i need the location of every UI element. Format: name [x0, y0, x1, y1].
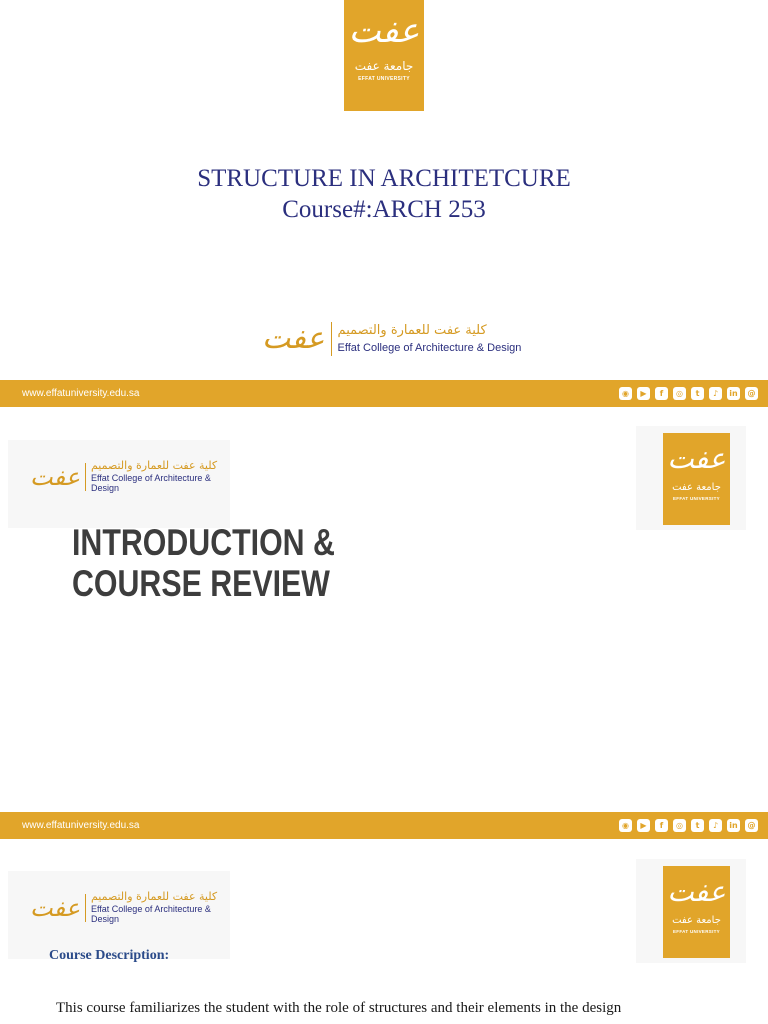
- facebook-icon[interactable]: f: [655, 819, 668, 832]
- intro-slide: [0, 412, 768, 839]
- social-icons: [619, 387, 758, 400]
- course-description-label: Course Description:: [49, 948, 170, 963]
- college-logo-divider: [85, 463, 86, 491]
- tiktok-icon[interactable]: ♪: [709, 387, 722, 400]
- college-logo: [30, 460, 230, 494]
- snapchat-icon[interactable]: ◉: [619, 819, 632, 832]
- logo-english-name: EFFAT UNIVERSITY: [673, 929, 720, 934]
- logo-mark: عفت: [348, 11, 420, 51]
- linkedin-icon[interactable]: in: [727, 387, 740, 400]
- university-logo: [663, 433, 730, 525]
- university-logo: [344, 0, 424, 111]
- college-logo-divider: [85, 894, 86, 922]
- snapchat-icon[interactable]: ◉: [619, 387, 632, 400]
- threads-icon[interactable]: @: [745, 819, 758, 832]
- college-logo: [30, 891, 230, 925]
- university-logo: [663, 866, 730, 958]
- slide-title: [0, 163, 768, 225]
- heading-line-2: COURSE REVIEW: [72, 563, 330, 604]
- college-name-english: Effat College of Architecture & Design: [90, 904, 211, 924]
- college-logo: [262, 322, 521, 356]
- course-description-text: This course familiarizes the student with the role of structures and their elements in the design: [56, 1000, 622, 1016]
- twitter-icon[interactable]: t: [691, 819, 704, 832]
- college-name-arabic: كلية عفت للعمارة والتصميم: [337, 323, 487, 339]
- logo-mark: عفت: [667, 875, 726, 908]
- college-logo-panel: [8, 871, 230, 959]
- threads-icon[interactable]: @: [745, 387, 758, 400]
- footer-url[interactable]: www.effatuniversity.edu.sa: [22, 388, 140, 399]
- twitter-icon[interactable]: t: [691, 387, 704, 400]
- heading-line-1: INTRODUCTION &: [72, 522, 335, 563]
- college-name-english: Effat College of Architecture & Design: [90, 473, 211, 493]
- instagram-icon[interactable]: ◎: [673, 819, 686, 832]
- logo-english-name: EFFAT UNIVERSITY: [673, 496, 720, 501]
- college-logo-mark: عفت: [30, 893, 81, 922]
- course-number: Course#:ARCH 253: [282, 196, 486, 223]
- college-logo-divider: [331, 322, 332, 356]
- course-title: STRUCTURE IN ARCHITETCURE: [197, 165, 571, 192]
- linkedin-icon[interactable]: in: [727, 819, 740, 832]
- college-name-arabic: كلية عفت للعمارة والتصميم: [90, 890, 218, 903]
- title-slide: [0, 0, 768, 408]
- college-name-arabic: كلية عفت للعمارة والتصميم: [90, 459, 218, 472]
- footer-bar: [0, 380, 768, 407]
- course-description-slide: [0, 843, 768, 1024]
- footer-url[interactable]: www.effatuniversity.edu.sa: [22, 820, 140, 831]
- footer-bar: [0, 812, 768, 839]
- instagram-icon[interactable]: ◎: [673, 387, 686, 400]
- college-logo-panel: [8, 440, 230, 528]
- slide-heading: [72, 522, 335, 604]
- logo-arabic-name: جامعة عفت: [354, 59, 414, 73]
- logo-mark: عفت: [667, 442, 726, 475]
- youtube-icon[interactable]: ▶: [637, 819, 650, 832]
- college-logo-mark: عفت: [262, 321, 325, 356]
- college-name-english: Effat College of Architecture & Design: [337, 341, 522, 354]
- logo-english-name: EFFAT UNIVERSITY: [358, 76, 410, 82]
- youtube-icon[interactable]: ▶: [637, 387, 650, 400]
- tiktok-icon[interactable]: ♪: [709, 819, 722, 832]
- facebook-icon[interactable]: f: [655, 387, 668, 400]
- logo-arabic-name: جامعة عفت: [672, 482, 721, 493]
- logo-arabic-name: جامعة عفت: [672, 915, 721, 926]
- college-logo-mark: عفت: [30, 462, 81, 491]
- social-icons: [619, 819, 758, 832]
